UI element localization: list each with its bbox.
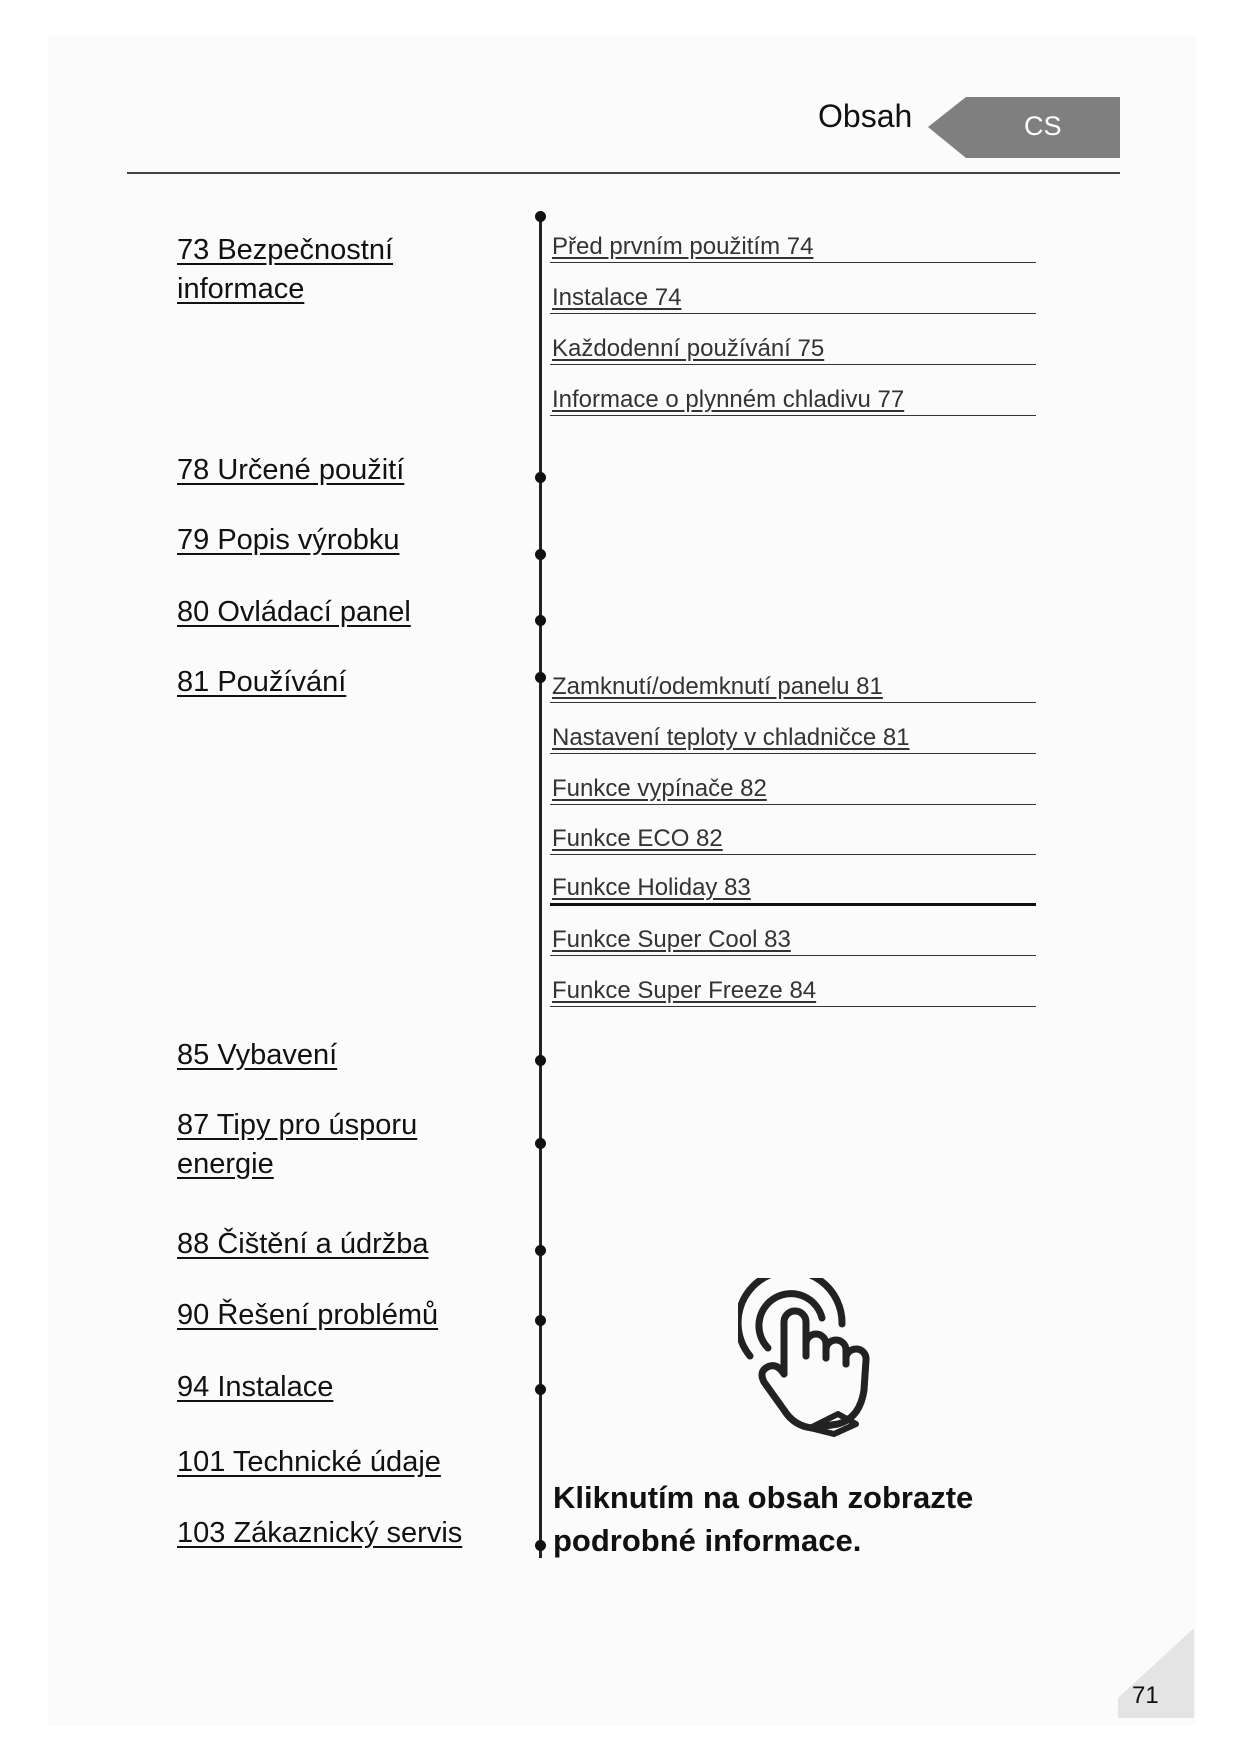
timeline-dot (535, 1055, 546, 1066)
timeline-dot (535, 1138, 546, 1149)
timeline-dot (535, 211, 546, 222)
toc-sublink[interactable]: Před prvním použitím 74 (550, 225, 1036, 263)
timeline-dot (535, 1540, 546, 1551)
page-title: Obsah (818, 98, 913, 134)
language-tab (928, 97, 1120, 158)
toc-sublink[interactable]: Funkce ECO 82 (550, 817, 1036, 855)
toc-link-energy-tips[interactable]: 87 Tipy pro úsporu energie (177, 1109, 418, 1180)
page-number: 71 (1132, 1682, 1159, 1709)
toc-sublink[interactable]: Instalace 74 (550, 276, 1036, 314)
toc-link-operation[interactable]: 81 Používání (177, 666, 347, 698)
timeline-dot (535, 1384, 546, 1395)
toc-link-product-description[interactable]: 79 Popis výrobku (177, 524, 400, 556)
toc-sublink[interactable]: Informace o plynném chladivu 77 (550, 378, 1036, 416)
toc-link-technical-data[interactable]: 101 Technické údaje (177, 1446, 441, 1478)
toc-sublink[interactable]: Nastavení teploty v chladničce 81 (550, 716, 1036, 754)
toc-sublink[interactable]: Funkce vypínače 82 (550, 767, 1036, 805)
toc-link-intended-use[interactable]: 78 Určené použití (177, 454, 405, 486)
pointing-hand-icon (738, 1278, 878, 1443)
toc-link-customer-service[interactable]: 103 Zákaznický servis (177, 1517, 463, 1549)
toc-link-control-panel[interactable]: 80 Ovládací panel (177, 596, 411, 628)
toc-link-troubleshooting[interactable]: 90 Řešení problémů (177, 1299, 439, 1331)
timeline-dot (535, 615, 546, 626)
toc-link-accessories[interactable]: 85 Vybavení (177, 1039, 338, 1071)
timeline-dot (535, 549, 546, 560)
toc-link-safety[interactable]: 73 Bezpečnostní informace (177, 234, 394, 305)
timeline-dot (535, 1315, 546, 1326)
toc-sublink[interactable]: Funkce Super Freeze 84 (550, 969, 1036, 1007)
header-divider (127, 172, 1120, 174)
timeline-dot (535, 1245, 546, 1256)
timeline-dot (535, 672, 546, 683)
language-code: CS (1024, 111, 1062, 141)
toc-sublink[interactable]: Každodenní používání 75 (550, 327, 1036, 365)
toc-link-cleaning[interactable]: 88 Čištění a údržba (177, 1228, 429, 1260)
toc-sublink[interactable]: Zamknutí/odemknutí panelu 81 (550, 665, 1036, 703)
instruction-text: Kliknutím na obsah zobrazte podrobné informace. (553, 1480, 974, 1558)
timeline-line (539, 218, 542, 1558)
toc-sublink[interactable]: Funkce Holiday 83 (550, 866, 1036, 906)
toc-sublink[interactable]: Funkce Super Cool 83 (550, 918, 1036, 956)
timeline-dot (535, 472, 546, 483)
toc-link-installation[interactable]: 94 Instalace (177, 1371, 334, 1403)
